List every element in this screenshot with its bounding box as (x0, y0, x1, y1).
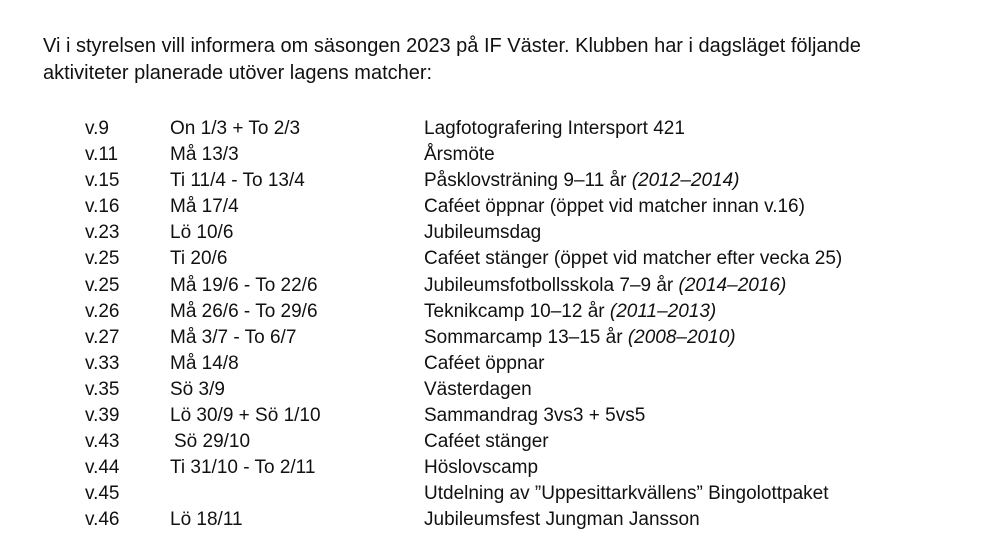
event-date: Må 19/6 - To 22/6 (170, 274, 318, 296)
activity-text: Caféet öppnar (424, 352, 545, 374)
week-number: v.46 (85, 509, 120, 531)
event-date: Ti 31/10 - To 2/11 (170, 457, 316, 479)
activity-description (424, 168, 739, 194)
activity-text: Lagfotografering Intersport 421 (424, 118, 685, 139)
week-number: v.44 (85, 457, 120, 479)
activity-description (424, 142, 495, 168)
intro-line-1: Vi i styrelsen vill informera om säsongen 2023 på IF Väster. Klubben har i dagsläget följande (43, 35, 861, 57)
activity-text: Jubileumsfest Jungman Jansson (424, 509, 700, 531)
activity-description (424, 246, 842, 272)
birth-years: (2008–2010) (627, 326, 736, 348)
event-date: Lö 18/11 (170, 509, 243, 531)
activity-text: Jubileumsfotbollsskola 7–9 år (424, 274, 679, 296)
week-number: v.15 (85, 170, 120, 192)
event-date: Lö 10/6 (170, 222, 234, 244)
activity-description (424, 325, 736, 351)
intro-line-2: aktiviteter planerade utöver lagens matcher: (43, 62, 433, 84)
event-date: Må 17/4 (170, 196, 239, 218)
week-number: v.25 (85, 248, 120, 270)
week-number: v.39 (85, 405, 120, 427)
week-number: v.23 (85, 222, 120, 244)
event-date: Ti 11/4 - To 13/4 (170, 170, 305, 192)
activity-text: Årsmöte (424, 144, 495, 166)
activity-description (424, 403, 645, 429)
event-date: Ti 20/6 (170, 248, 228, 270)
activity-text: Caféet stänger (424, 431, 549, 453)
activity-description (424, 507, 700, 533)
event-date: Må 26/6 - To 29/6 (170, 300, 318, 322)
week-number: v.11 (85, 144, 119, 166)
activity-text: Teknikcamp 10–12 år (424, 300, 610, 322)
activity-text: Caféet öppnar (öppet vid matcher innan v.16) (424, 196, 805, 218)
event-date: On 1/3 + To 2/3 (170, 118, 301, 139)
week-number: v.25 (85, 274, 120, 296)
activity-description (424, 377, 532, 403)
event-date: Må 14/8 (170, 352, 239, 374)
activity-description (424, 455, 538, 481)
event-date: Sö 3/9 (170, 378, 225, 400)
birth-years: (2014–2016) (678, 274, 787, 296)
event-date: Lö 30/9 + Sö 1/10 (170, 405, 321, 427)
activity-text: Jubileumsdag (424, 222, 542, 244)
activity-description (424, 299, 716, 325)
week-number: v.35 (85, 378, 120, 400)
week-number: v.27 (85, 326, 120, 348)
event-date: Må 3/7 - To 6/7 (170, 326, 297, 348)
activity-text: Sammandrag 3vs3 + 5vs5 (424, 405, 646, 427)
week-number: v.45 (85, 483, 120, 505)
week-number: v.9 (85, 118, 109, 139)
activity-description (424, 116, 685, 142)
activity-text: Caféet stänger (öppet vid matcher efter vecka 25) (424, 248, 843, 270)
birth-years: (2012–2014) (631, 170, 740, 192)
activity-text: Höslovscamp (424, 457, 539, 479)
activity-description (424, 273, 786, 299)
event-date: Sö 29/10 (174, 431, 251, 453)
activity-description (424, 481, 829, 507)
week-number: v.16 (85, 196, 120, 218)
activity-description (424, 429, 549, 455)
week-number: v.26 (85, 300, 120, 322)
activity-text: Sommarcamp 13–15 år (424, 326, 628, 348)
activity-description (424, 194, 805, 220)
birth-years: (2011–2013) (609, 300, 717, 322)
intro-paragraph (43, 33, 963, 87)
activity-text: Utdelning av ”Uppesittarkvällens” Bingolottpaket (424, 483, 829, 505)
activity-description (424, 351, 544, 377)
event-date: Må 13/3 (170, 144, 239, 166)
activity-text: Påsklovsträning 9–11 år (424, 170, 632, 192)
week-number: v.43 (85, 431, 120, 453)
activity-text: Västerdagen (424, 378, 532, 400)
activity-description (424, 220, 541, 246)
week-number: v.33 (85, 352, 120, 374)
